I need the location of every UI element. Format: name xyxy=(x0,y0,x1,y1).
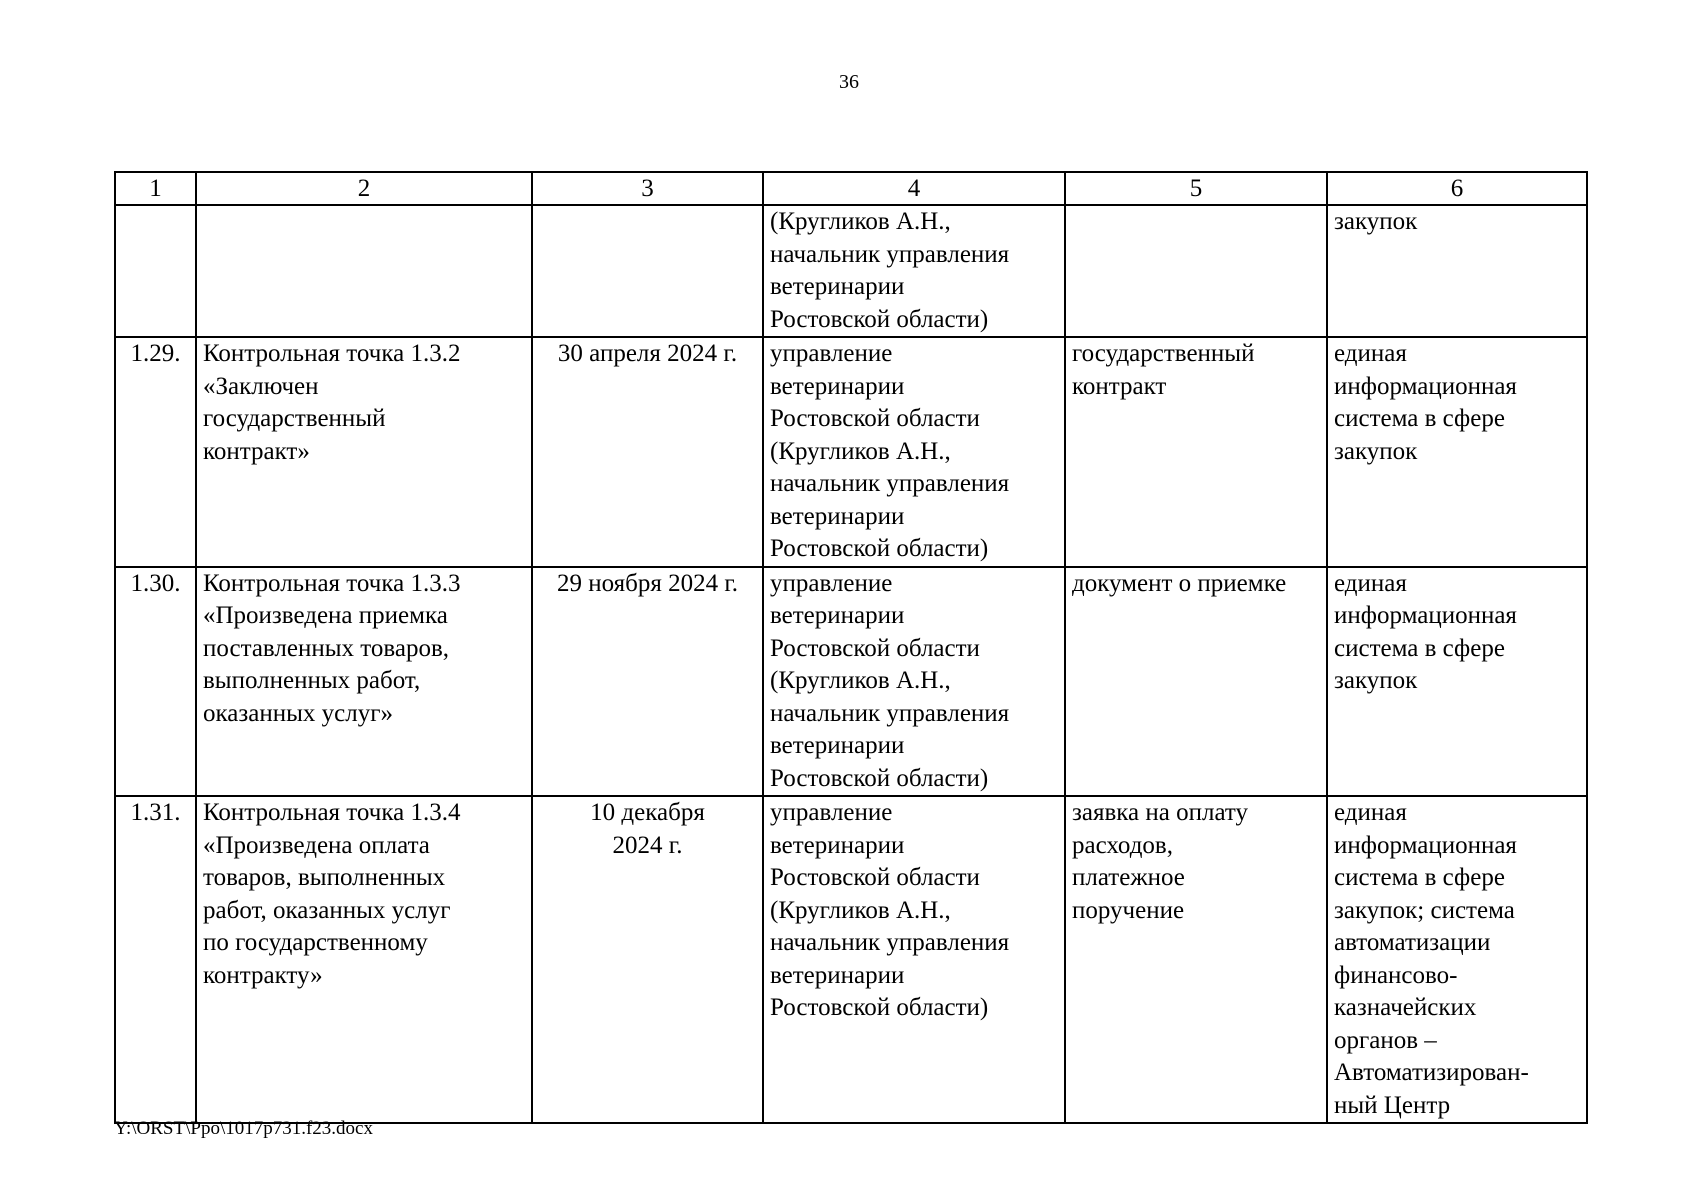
cell-text-line: управление xyxy=(770,340,893,367)
cell-document xyxy=(1065,337,1327,567)
cell-text-line: (Кругликов А.Н., xyxy=(770,896,951,924)
cell-text-line: 10 декабря xyxy=(590,799,705,826)
cell-date xyxy=(532,567,763,797)
cell-text-line: расходов, xyxy=(1072,831,1173,859)
table-row xyxy=(115,337,1587,567)
cell-text-line: государственный xyxy=(1072,340,1255,367)
cell-text-line: ный Центр xyxy=(1334,1091,1451,1119)
cell-info-system xyxy=(1327,567,1587,797)
cell-event xyxy=(196,796,532,1123)
cell-text-line: «Произведена приемка xyxy=(203,602,448,629)
cell-text-line: закупок xyxy=(1334,437,1418,465)
cell-info-system xyxy=(1327,337,1587,567)
cell-text-line: (Кругликов А.Н., xyxy=(770,667,951,694)
cell-responsible xyxy=(763,337,1065,567)
cell-responsible xyxy=(763,567,1065,797)
cell-text-line: контракт xyxy=(1072,372,1167,400)
cell-text-line: единая xyxy=(1334,799,1407,826)
table-row xyxy=(115,205,1587,337)
column-header-2: 2 xyxy=(196,172,532,205)
cell-text-line: ветеринарии xyxy=(770,502,905,530)
cell-text-line: Контрольная точка 1.3.3 xyxy=(203,569,461,597)
column-header-4: 4 xyxy=(763,172,1065,205)
cell-document xyxy=(1065,205,1327,337)
cell-event xyxy=(196,205,532,337)
cell-text-line: органов – xyxy=(1334,1026,1437,1054)
cell-text-line: информационная xyxy=(1334,602,1517,629)
cell-text-line: Ростовской области) xyxy=(770,305,989,333)
cell-text-line: заявка на оплату xyxy=(1072,799,1249,826)
cell-text-line: начальник управления xyxy=(770,929,1010,956)
cell-number: 1.30. xyxy=(115,567,196,797)
cell-text-line: контракту» xyxy=(203,961,323,989)
cell-text-line: управление xyxy=(770,569,893,597)
cell-text-line: финансово- xyxy=(1334,961,1458,989)
cell-responsible xyxy=(763,205,1065,337)
cell-text-line: «Заключен xyxy=(203,372,319,400)
cell-text-line: единая xyxy=(1334,569,1407,597)
cell-text-line: казначейских xyxy=(1334,994,1477,1021)
cell-date xyxy=(532,205,763,337)
cell-text-line: Ростовской области xyxy=(770,634,980,662)
cell-text-line: поставленных товаров, xyxy=(203,634,449,662)
cell-text-line: оказанных услуг» xyxy=(203,699,393,727)
cell-text-line: Контрольная точка 1.3.4 xyxy=(203,799,461,826)
cell-text-line: 2024 г. xyxy=(612,831,683,859)
cell-text-line: система в сфере xyxy=(1334,634,1505,662)
cell-date xyxy=(532,337,763,567)
table-header-row xyxy=(115,172,1587,205)
cell-text-line: начальник управления xyxy=(770,470,1010,497)
cell-date xyxy=(532,796,763,1123)
cell-text-line: работ, оказанных услуг xyxy=(203,896,451,924)
cell-text-line: автоматизации xyxy=(1334,929,1491,956)
cell-text-line: Ростовской области) xyxy=(770,764,989,792)
cell-text-line: выполненных работ, xyxy=(203,667,421,694)
cell-info-system xyxy=(1327,796,1587,1123)
cell-text-line: система в сфере xyxy=(1334,405,1505,432)
column-header-5: 5 xyxy=(1065,172,1327,205)
cell-number: 1.31. xyxy=(115,796,196,1123)
column-header-3: 3 xyxy=(532,172,763,205)
cell-text-line: ветеринарии xyxy=(770,961,905,989)
cell-text-line: ветеринарии xyxy=(770,602,905,629)
table-body xyxy=(115,205,1587,1123)
page-number: 36 xyxy=(839,71,859,93)
footer-file-path: Y:\ORST\Ppo\1017p731.f23.docx xyxy=(114,1118,373,1139)
cell-document xyxy=(1065,567,1327,797)
cell-text-line: платежное xyxy=(1072,864,1185,891)
cell-text-line: контракт» xyxy=(203,437,310,465)
cell-text-line: информационная xyxy=(1334,831,1517,859)
cell-text-line: Контрольная точка 1.3.2 xyxy=(203,340,461,367)
cell-text-line: 30 апреля 2024 г. xyxy=(557,340,738,367)
cell-text-line: (Кругликов А.Н., xyxy=(770,208,951,235)
cell-event xyxy=(196,567,532,797)
cell-text-line: начальник управления xyxy=(770,240,1010,268)
table-row xyxy=(115,567,1587,797)
cell-text-line: закупок; система xyxy=(1334,896,1515,924)
cell-text-line: Ростовской области) xyxy=(770,535,989,562)
column-header-6: 6 xyxy=(1327,172,1587,205)
cell-text-line: по государственному xyxy=(203,929,428,956)
cell-text-line: поручение xyxy=(1072,896,1185,924)
cell-info-system xyxy=(1327,205,1587,337)
cell-document xyxy=(1065,796,1327,1123)
cell-text-line: закупок xyxy=(1334,667,1418,694)
cell-event xyxy=(196,337,532,567)
cell-text-line: единая xyxy=(1334,340,1407,367)
cell-text-line: (Кругликов А.Н., xyxy=(770,437,951,465)
plan-table xyxy=(114,171,1588,1124)
cell-text-line: ветеринарии xyxy=(770,732,905,759)
cell-number xyxy=(115,205,196,337)
cell-text-line: ветеринарии xyxy=(770,273,905,300)
cell-text-line: система в сфере xyxy=(1334,864,1505,891)
cell-text-line: 29 ноября 2024 г. xyxy=(556,569,739,597)
cell-responsible xyxy=(763,796,1065,1123)
cell-text-line: государственный xyxy=(203,405,386,432)
cell-text-line: ветеринарии xyxy=(770,372,905,400)
table-row xyxy=(115,796,1587,1123)
cell-text-line: Ростовской области xyxy=(770,405,980,432)
column-header-1: 1 xyxy=(115,172,196,205)
cell-text-line: Ростовской области xyxy=(770,864,980,891)
cell-number: 1.29. xyxy=(115,337,196,567)
cell-text-line: документ о приемке xyxy=(1072,569,1287,597)
cell-text-line: «Произведена оплата xyxy=(203,831,430,859)
cell-text-line: закупок xyxy=(1334,208,1418,235)
cell-text-line: информационная xyxy=(1334,372,1517,400)
cell-text-line: ветеринарии xyxy=(770,831,905,859)
cell-text-line: начальник управления xyxy=(770,699,1010,727)
cell-text-line: товаров, выполненных xyxy=(203,864,446,891)
cell-text-line: Ростовской области) xyxy=(770,994,989,1021)
cell-text-line: управление xyxy=(770,799,893,826)
cell-text-line: Автоматизирован- xyxy=(1334,1059,1529,1086)
